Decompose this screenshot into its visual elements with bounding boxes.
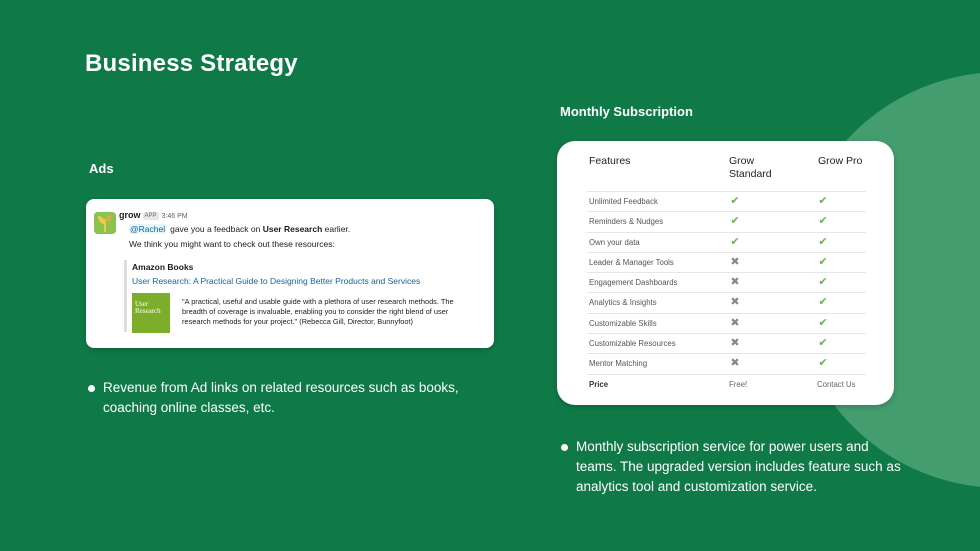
feature-name: Unlimited Feedback (589, 197, 658, 206)
subscription-bullet-point: Monthly subscription service for power users and teams. The upgraded version includes feature such as analytics tool and customization service. (576, 437, 906, 497)
message-line-2: We think you might want to check out these resources: (129, 239, 335, 249)
price-row (587, 374, 866, 394)
table-row (587, 272, 866, 292)
book-quote: "A practical, useful and usable guide with a plethora of user research methods. The breadth of coverage is invaluable, enabling you to consider the right blend of user research methods for your project." (Rebecca Gill, Director, Bunnyfoot) (182, 297, 454, 326)
table-row (587, 292, 866, 312)
book-cover-thumbnail[interactable] (132, 293, 170, 333)
feature-name: Reminders & Nudges (589, 217, 664, 227)
user-mention[interactable]: @Rachel (130, 224, 166, 234)
feature-name: Customizable Resources (589, 339, 676, 349)
column-header-pro: Grow Pro (818, 155, 863, 167)
check-icon: ✔ (818, 235, 828, 248)
feature-name: Leader & Manager Tools (589, 257, 674, 267)
cross-icon: ✖ (730, 337, 740, 350)
check-icon: ✔ (818, 195, 828, 207)
cross-icon: ✖ (730, 316, 740, 329)
page-title: Business Strategy (85, 50, 298, 77)
price-standard: Free! (729, 379, 748, 389)
cross-icon: ✖ (730, 296, 740, 309)
message-text-after: earlier. (322, 224, 351, 234)
feature-name: Engagement Dashboards (589, 278, 678, 288)
price-label: Price (589, 379, 609, 389)
check-icon: ✔ (818, 296, 828, 309)
link-attachment (124, 260, 454, 332)
ad-message-card (86, 199, 494, 348)
app-badge: APP (144, 213, 157, 219)
feature-name: Analytics & Insights (589, 298, 657, 308)
message-text-before: gave you a feedback on (170, 224, 263, 234)
app-name[interactable]: grow (119, 210, 141, 220)
attachment-link[interactable]: User Research: A Practical Guide to Designing Better Products and Services (132, 276, 421, 286)
cross-icon: ✖ (730, 276, 740, 289)
check-icon: ✔ (730, 195, 740, 207)
check-icon: ✔ (818, 276, 828, 289)
message-header (119, 210, 188, 220)
table-row (587, 191, 866, 211)
message-topic: User Research (262, 224, 323, 234)
table-row (587, 232, 866, 252)
check-icon: ✔ (818, 215, 828, 228)
check-icon: ✔ (818, 255, 828, 268)
table-row (587, 313, 866, 333)
feature-name: Mentor Matching (589, 359, 648, 369)
message-line-1 (129, 224, 350, 234)
feature-rows (587, 191, 866, 394)
subscription-section-label: Monthly Subscription (560, 104, 693, 119)
column-header-standard: Grow Standard (729, 155, 772, 180)
table-row (587, 353, 866, 373)
check-icon: ✔ (818, 337, 828, 350)
check-icon: ✔ (818, 316, 828, 329)
check-icon: ✔ (730, 215, 740, 228)
grow-app-logo-icon (94, 212, 116, 234)
price-pro[interactable]: Contact Us (817, 379, 856, 389)
attachment-source: Amazon Books (132, 262, 194, 272)
table-row (587, 252, 866, 272)
feature-name: Customizable Skills (589, 318, 657, 328)
cross-icon: ✖ (730, 357, 740, 370)
ads-bullet-point: Revenue from Ad links on related resources such as books, coaching online classes, etc. (103, 378, 488, 418)
table-row (587, 211, 866, 231)
check-icon: ✔ (730, 235, 740, 248)
ads-section-label: Ads (89, 161, 114, 176)
cross-icon: ✖ (730, 255, 740, 268)
table-row (587, 333, 866, 353)
check-icon: ✔ (818, 357, 828, 370)
message-time[interactable]: 3:46 PM (161, 213, 188, 220)
book-cover-title: User Research (135, 300, 161, 315)
column-header-features: Features (589, 155, 631, 167)
subscription-comparison-table (557, 141, 894, 405)
feature-name: Own your data (589, 237, 640, 247)
